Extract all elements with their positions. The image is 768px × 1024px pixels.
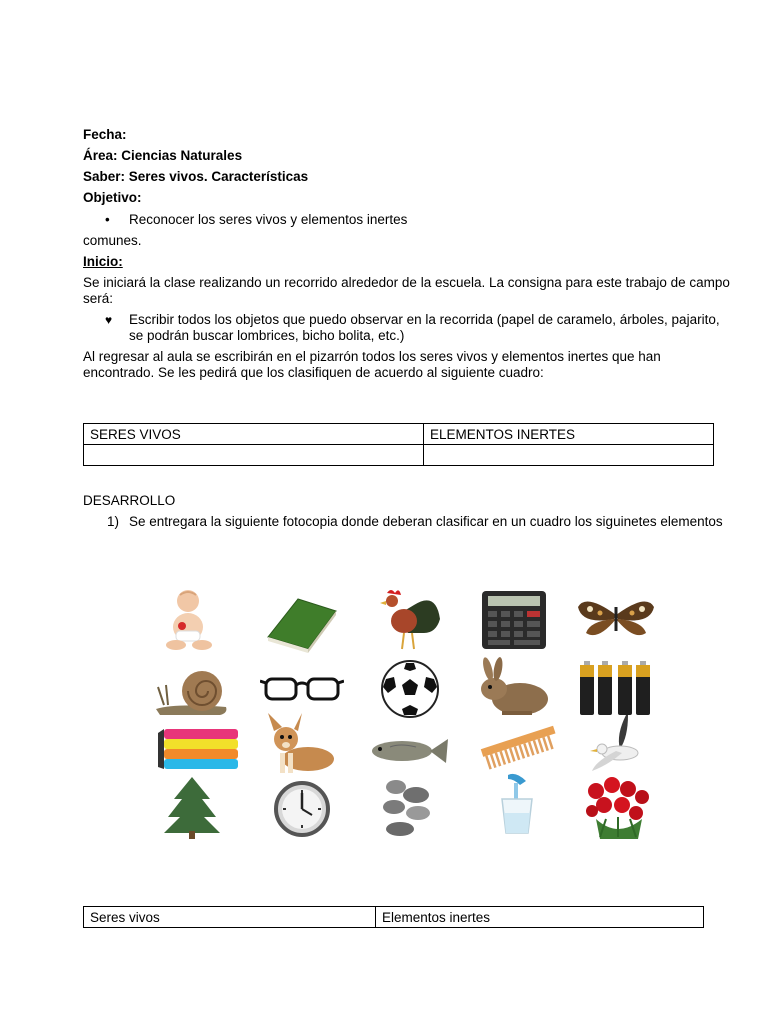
table-header-elementos-inertes: Elementos inertes xyxy=(376,907,704,928)
table-row xyxy=(84,424,714,445)
clock-icon xyxy=(260,775,344,841)
roses-icon xyxy=(576,775,660,841)
inicio-paragraph-line1: Se iniciará la clase realizando un recorrido alrededor de la escuela. La consigna para este trabajo de campo xyxy=(83,275,730,290)
photocopy-image-grid xyxy=(140,585,680,835)
area-label: Área: Ciencias Naturales xyxy=(83,148,243,163)
highlighters-icon xyxy=(158,717,242,783)
heart-bullet: ♥ xyxy=(105,313,113,327)
table-row xyxy=(84,445,714,466)
snail-icon xyxy=(150,655,234,721)
objective-item: Reconocer los seres vivos y elementos inertes xyxy=(129,212,408,227)
rooster-icon xyxy=(368,585,452,651)
butterfly-icon xyxy=(574,585,658,651)
inicio-after-line1: Al regresar al aula se escribirán en el pizarrón todos los seres vivos y elementos inertes que han xyxy=(83,349,661,364)
dog-icon xyxy=(258,713,342,779)
desarrollo-heading: DESARROLLO xyxy=(83,493,176,508)
desarrollo-item: Se entregara la siguiente fotocopia donde deberan clasificar en un cuadro los siguinetes elementos xyxy=(129,514,723,529)
table-cell xyxy=(84,445,424,466)
table-cell xyxy=(424,445,714,466)
table-row xyxy=(84,907,704,928)
fecha-label: Fecha: xyxy=(83,127,127,142)
table-header-elementos-inertes: ELEMENTOS INERTES xyxy=(424,424,714,445)
objective-continuation: comunes. xyxy=(83,233,142,248)
inicio-after-line2: encontrado. Se les pedirá que los clasifiquen de acuerdo al siguiente cuadro: xyxy=(83,365,544,380)
inicio-heading: Inicio: xyxy=(83,254,123,269)
desarrollo-number: 1) xyxy=(107,514,120,529)
classification-table-2 xyxy=(83,906,704,928)
seagull-icon xyxy=(576,711,660,777)
pine-tree-icon xyxy=(150,775,234,841)
table-header-seres-vivos: SERES VIVOS xyxy=(84,424,424,445)
classification-table-1 xyxy=(83,423,714,466)
calculator-icon xyxy=(472,587,556,653)
objetivo-label: Objetivo: xyxy=(83,190,142,205)
saber-label: Saber: Seres vivos. Características xyxy=(83,169,309,184)
stones-icon xyxy=(366,775,450,841)
inicio-bullet-line1: Escribir todos los objetos que puedo observar en la recorrida (papel de caramelo, árboles, pajarito, xyxy=(129,312,720,327)
inicio-bullet-line2: se podrán buscar lombrices, bicho bolita, etc.) xyxy=(129,328,405,343)
inicio-paragraph-line2: será: xyxy=(83,291,114,306)
fish-icon xyxy=(366,717,450,783)
water-glass-icon xyxy=(474,769,558,835)
objective-bullet: • xyxy=(105,212,110,227)
table-header-seres-vivos: Seres vivos xyxy=(84,907,376,928)
baby-icon xyxy=(146,587,230,653)
book-icon xyxy=(258,587,342,653)
soccer-ball-icon xyxy=(368,655,452,721)
rabbit-icon xyxy=(472,655,556,721)
